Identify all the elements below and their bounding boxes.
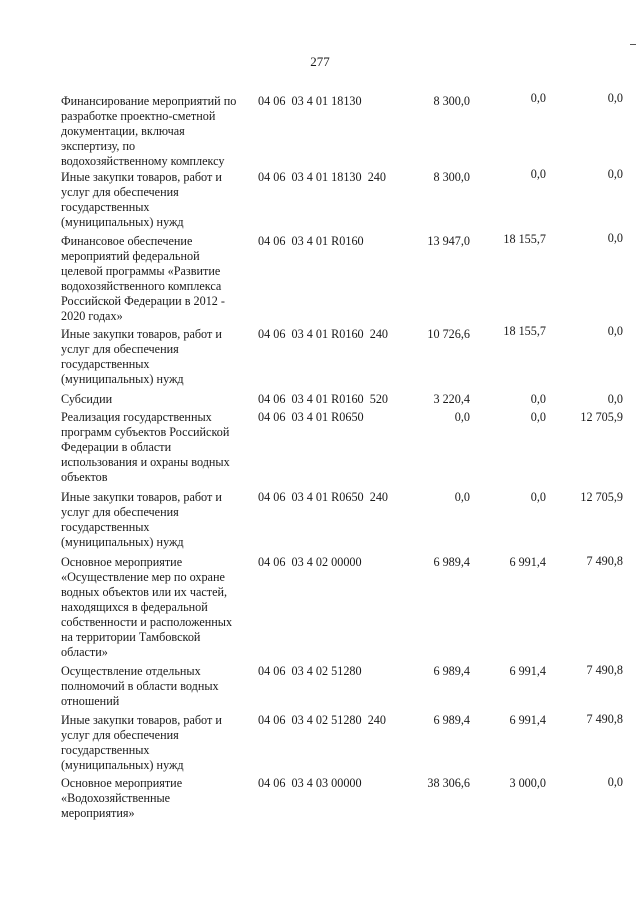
row-value-3: 7 490,8	[586, 712, 623, 726]
row-name: Субсидии	[61, 392, 113, 406]
row-value-2: 0,0	[530, 167, 546, 181]
row-value-1: 38 306,6	[427, 776, 470, 790]
row-name: Иные закупки товаров, работ и услуг для обеспечения государственных (муниципальных) нужд	[61, 327, 222, 386]
row-value-3: 0,0	[607, 231, 623, 245]
row-name: Иные закупки товаров, работ и услуг для обеспечения государственных (муниципальных) нужд	[61, 490, 222, 549]
row-value-2: 6 991,4	[509, 555, 546, 569]
row-code: 04 06 03 4 03 00000	[258, 776, 362, 790]
row-code: 04 06 03 4 01 R0650	[258, 410, 364, 424]
row-code: 04 06 03 4 02 51280 240	[258, 713, 386, 727]
row-name: Финансовое обеспечение мероприятий федеральной целевой программы «Развитие водохозяйственного комплекса Российской Федерации в 2012 - 2020 годах»	[61, 234, 225, 323]
row-code: 04 06 03 4 02 00000	[258, 555, 362, 569]
row-value-3: 0,0	[607, 167, 623, 181]
row-value-1: 0,0	[454, 490, 470, 504]
row-value-3: 0,0	[607, 91, 623, 105]
row-code: 04 06 03 4 01 R0160 520	[258, 392, 389, 406]
row-value-3: 12 705,9	[580, 410, 623, 424]
page-number: 277	[310, 54, 330, 69]
row-name: Финансирование мероприятий по разработке проектно-сметной документации, включая экспертизу, по водохозяйственному комплексу	[61, 94, 237, 168]
row-value-1: 8 300,0	[433, 170, 470, 184]
row-value-2: 6 991,4	[509, 713, 546, 727]
row-value-3: 0,0	[607, 324, 623, 338]
row-name: Основное мероприятие «Водохозяйственные мероприятия»	[61, 776, 183, 820]
row-value-3: 7 490,8	[586, 554, 623, 568]
row-value-2: 18 155,7	[503, 232, 546, 246]
row-code: 04 06 03 4 01 18130	[258, 94, 362, 108]
row-value-1: 13 947,0	[427, 234, 470, 248]
row-code: 04 06 03 4 02 51280	[258, 664, 362, 678]
row-value-2: 0,0	[530, 410, 546, 424]
row-value-3: 0,0	[607, 392, 623, 406]
row-value-2: 0,0	[530, 91, 546, 105]
row-name: Иные закупки товаров, работ и услуг для обеспечения государственных (муниципальных) нужд	[61, 713, 222, 772]
row-value-3: 7 490,8	[586, 663, 623, 677]
row-value-1: 6 989,4	[433, 713, 470, 727]
row-value-1: 0,0	[454, 410, 470, 424]
row-code: 04 06 03 4 01 R0160	[258, 234, 364, 248]
row-value-2: 0,0	[530, 392, 546, 406]
row-value-1: 6 989,4	[433, 664, 470, 678]
row-value-2: 0,0	[530, 490, 546, 504]
row-name: Реализация государственных программ субъектов Российской Федерации в области использования и охраны водных объектов	[61, 410, 230, 484]
row-value-2: 6 991,4	[509, 664, 546, 678]
row-code: 04 06 03 4 01 R0650 240	[258, 490, 389, 504]
row-value-3: 12 705,9	[580, 490, 623, 504]
row-value-1: 8 300,0	[433, 94, 470, 108]
row-value-2: 18 155,7	[503, 324, 546, 338]
row-value-1: 3 220,4	[433, 392, 470, 406]
row-code: 04 06 03 4 01 R0160 240	[258, 327, 389, 341]
row-name: Основное мероприятие «Осуществление мер по охране водных объектов или их частей, находящихся в федеральной собственности и расположенных на территории Тамбовской области»	[61, 555, 233, 659]
row-name: Иные закупки товаров, работ и услуг для обеспечения государственных (муниципальных) нужд	[61, 170, 222, 229]
row-name: Осуществление отдельных полномочий в области водных отношений	[61, 664, 219, 708]
row-value-1: 6 989,4	[433, 555, 470, 569]
row-value-3: 0,0	[607, 775, 623, 789]
row-code: 04 06 03 4 01 18130 240	[258, 170, 386, 184]
row-value-1: 10 726,6	[427, 327, 470, 341]
row-value-2: 3 000,0	[509, 776, 546, 790]
